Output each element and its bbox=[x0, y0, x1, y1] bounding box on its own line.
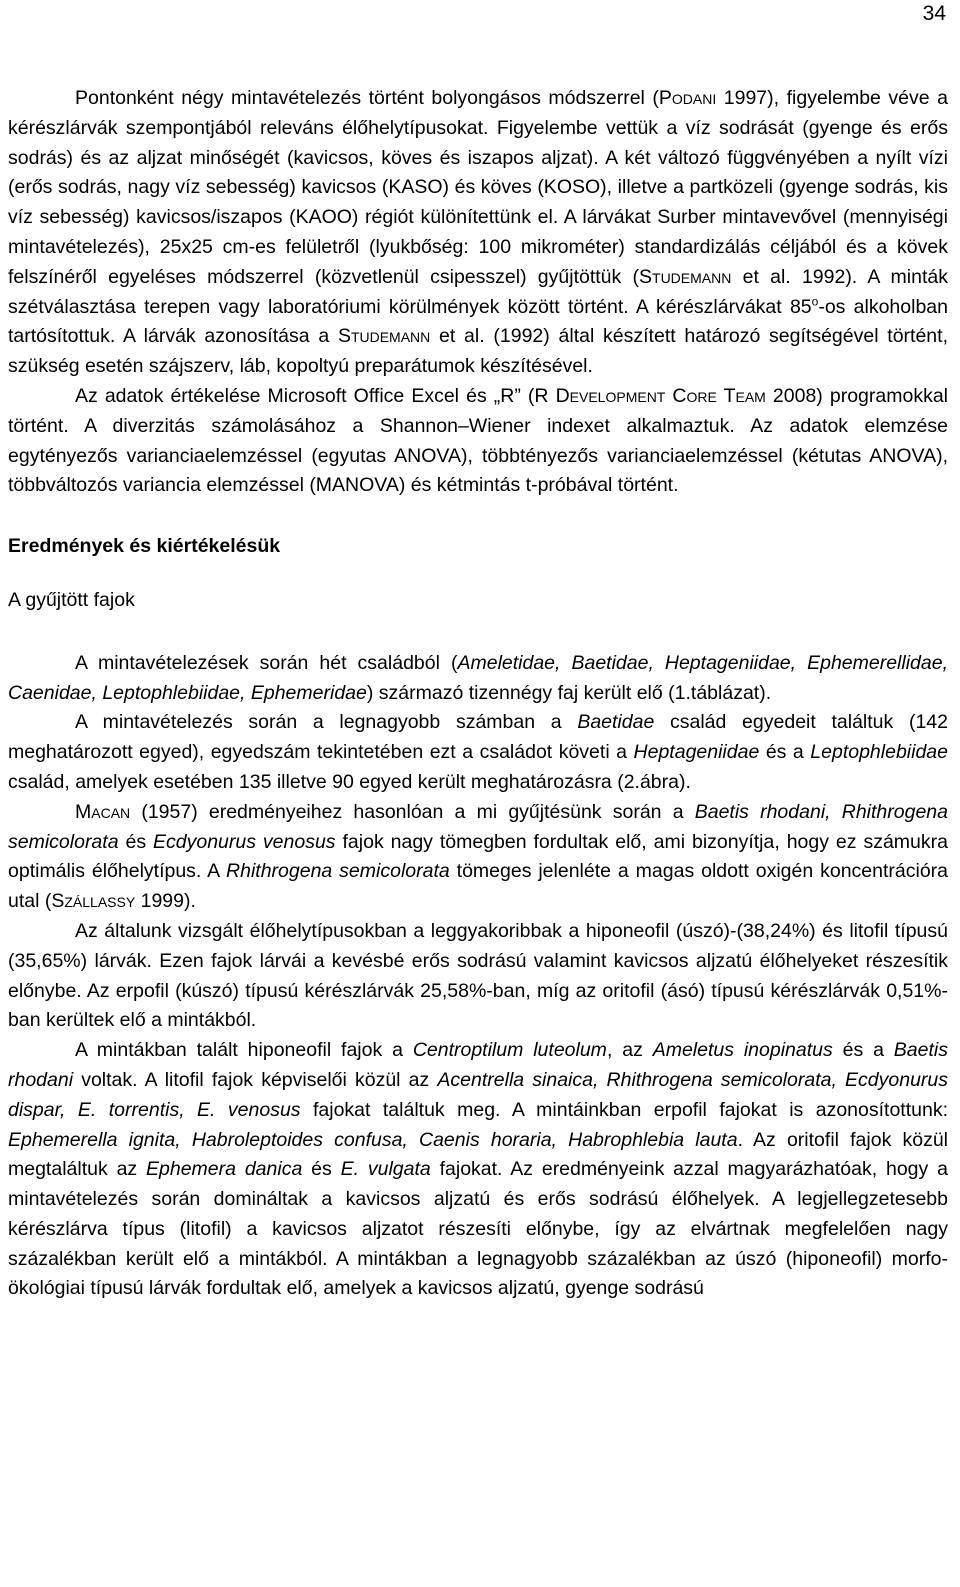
text-run: 1999). bbox=[135, 890, 196, 913]
taxon-name: Baetis rhodani, Rhithrogena semicolorata bbox=[8, 800, 948, 853]
taxon-name: Ameletidae, Baetidae, Heptageniidae, Ephemerellidae, Caenidae, Leptophlebiidae, Ephemeridae bbox=[8, 651, 949, 704]
taxon-name: Ephemerella ignita, Habroleptoides confusa, Caenis horaria, Habrophlebia lauta bbox=[8, 1128, 738, 1151]
subsection-heading-species: A gyűjtött fajok bbox=[8, 588, 135, 611]
text-run: et al. 1992). A minták szétválasztása terepen vagy laboratóriumi körülmények között történt. A kérészlárvákat 85 bbox=[8, 265, 948, 318]
paragraph-baetidae bbox=[8, 708, 948, 797]
taxon-name: Baetis rhodani bbox=[8, 1039, 948, 1091]
text-run: (1957) eredményeihez hasonlóan a mi gyűjtésünk során a bbox=[130, 800, 695, 823]
author-name: Szállassy bbox=[51, 890, 136, 913]
taxon-name: E. vulgata bbox=[340, 1158, 431, 1181]
taxon-name: Rhithrogena semicolorata bbox=[226, 860, 450, 883]
author-name: Studemann bbox=[639, 265, 732, 288]
paragraph-habitat-types: Az általunk vizsgált élőhelytípusokban a leggyakoribbak a hiponeofil (úszó)-(38,24%) és litofil típusú (35,65%) lárvák. Ezen fajok lárvái a kevésbé erős sodrású valamint kavicsos aljzatú élőhelyeket részesítik előnybe. Az erpofil (kúszó) típusú kérészlárvák 25,58%-ban, míg az oritofil (ásó) típusú kérészlárvák 0,51%-ban kerültek elő a mintákból. bbox=[8, 919, 948, 1032]
taxon-name: Leptophlebiidae bbox=[810, 741, 948, 764]
text-run: tömeges jelenléte a magas oldott oxigén koncentrációra utal ( bbox=[8, 860, 948, 913]
taxon-name: Ephemera danica bbox=[146, 1158, 303, 1181]
taxon-name: Acentrella sinaica, Rhithrogena semicolorata, Ecdyonurus dispar, E. torrentis, E. venosus bbox=[8, 1068, 949, 1121]
text-run: fajok nagy tömegben fordultak elő, ami bizonyítja, hogy ez számukra optimális élőhelytípus. A bbox=[8, 830, 948, 883]
text-run: A mintavételezések során hét családból ( bbox=[75, 651, 458, 674]
text-run: Pontonként négy mintavételezés történt bolyongásos módszerrel ( bbox=[75, 87, 659, 109]
text-run: , az bbox=[606, 1039, 653, 1062]
text-run: A mintákban talált hiponeofil fajok a bbox=[75, 1039, 413, 1062]
author-name: Podani bbox=[658, 87, 717, 109]
text-run: 1997), figyelembe véve a kérészlárvák szempontjából releváns élőhelytípusokat. Figyelembe vettük a víz sodrását (gyenge és erős sodrás) és az aljzat minőségét (kavicsos, köves és iszapos aljzat). A két változó függvényében a nyílt vízi (erős sodrás, nagy víz sebesség) kavicsos (KASO) és köves (KOSO), illetve a partközeli (gyenge sodrás, kis víz sebesség) kavicsos/iszapos (KAOO) régiót különítettünk el. A lárvákat Surber mintavevővel (mennyiségi mintavételezés), 25x25 cm-es felületről (lyukbőség: 100 mikrométer) standardizálás céljából és a kövek felszínéről egyeléses módszerrel (közvetlenül csipesszel) gyűjtöttük ( bbox=[8, 87, 948, 288]
paragraph-macan bbox=[8, 798, 948, 917]
section-heading-results: Eredmények és kiértékelésük bbox=[8, 535, 281, 558]
paragraph-methods bbox=[8, 84, 948, 382]
text-run: család egyedeit találtuk (142 meghatározott egyed), egyedszám tekintetében ezt a családot követi a bbox=[8, 711, 948, 764]
text-run: . Az oritofil fajok közül megtaláltuk az bbox=[8, 1128, 948, 1181]
text-run: család, amelyek esetében 135 illetve 90 egyed került meghatározásra (2.ábra). bbox=[8, 770, 691, 793]
text-run: voltak. A litofil fajok képviselői közül az bbox=[73, 1068, 438, 1091]
taxon-name: Baetidae bbox=[577, 711, 655, 734]
taxon-name: Ecdyonurus venosus bbox=[153, 830, 336, 853]
taxon-name: Ameletus inopinatus bbox=[652, 1039, 833, 1062]
paragraph-species-list bbox=[8, 1036, 948, 1304]
author-name: Studemann bbox=[337, 325, 431, 348]
author-name: Development Core Team bbox=[555, 384, 766, 407]
text-run: és bbox=[302, 1158, 341, 1181]
text-run: fajokat. Az eredményeink azzal magyarázhatóak, hogy a mintavételezés során domináltak a kavicsos aljzatú és erős sodrású élőhelyek. A legjellegzetesebb kérészlárva típus (litofil) a kavicsos aljzatot részesíti előnybe, így az elvártnak megfelelően nagy százalékban került elő a mintákból. A mintákban a legnagyobb százalékban az úszó (hiponeofil) morfo-ökológiai típusú lárvák fordultak elő, amelyek a kavicsos aljzatú, gyenge sodrású bbox=[8, 1158, 948, 1300]
text-run: A mintavételezés során a legnagyobb számban a bbox=[75, 711, 578, 734]
paragraph-statistics bbox=[8, 382, 948, 501]
text-run: fajokat találtuk meg. A mintáinkban erpofil fajokat is azonosítottunk: bbox=[300, 1098, 948, 1121]
text-run: Az adatok értékelése Microsoft Office Excel és „R” (R bbox=[75, 384, 556, 407]
paragraph-families bbox=[8, 649, 948, 709]
degree-superscript: o bbox=[811, 294, 819, 309]
text-run: et al. (1992) által készített határozó segítségével történt, szükség esetén szájszerv, láb, kopoltyú preparátumok készítésével. bbox=[8, 325, 948, 378]
taxon-name: Centroptilum luteolum bbox=[412, 1039, 607, 1062]
text-run: ) származó tizennégy faj került elő (1.táblázat). bbox=[366, 681, 772, 704]
text-run: és bbox=[118, 830, 154, 853]
page-content bbox=[8, 84, 948, 1304]
text-run: és a bbox=[759, 741, 811, 764]
text-run: 2008) programokkal történt. A diverzitás számolásához a Shannon–Wiener indexet alkalmaztuk. Az adatok elemzése egytényezős varianciaelemzéssel (egyutas ANOVA), többtényezős varianciaelemzéssel (kétutas ANOVA), többváltozós variancia elemzéssel (MANOVA) és kétmintás t-próbával történt. bbox=[8, 384, 948, 497]
taxon-name: Heptageniidae bbox=[633, 741, 760, 764]
author-name: Macan bbox=[75, 800, 131, 823]
page-number: 34 bbox=[922, 2, 946, 25]
text-run: és a bbox=[832, 1039, 894, 1062]
text-run: -os alkoholban tartósítottuk. A lárvák azonosítása a bbox=[8, 295, 948, 348]
